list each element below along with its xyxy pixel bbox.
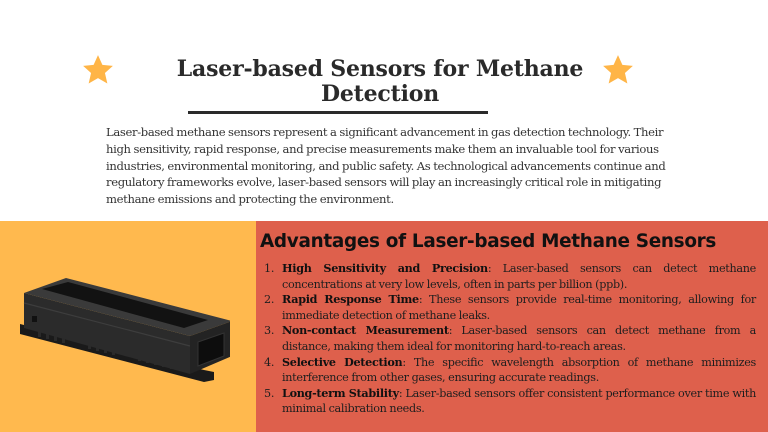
list-item	[264, 323, 756, 354]
list-item-text	[282, 292, 756, 323]
list-item-number: 4.	[264, 355, 275, 369]
advantages-list	[264, 261, 756, 417]
list-item-description: : Laser-based sensors can detect methane from a distance, making them ideal for monitoring hard-to-reach areas.	[282, 324, 756, 353]
list-item-heading: Non-contact Measurement	[282, 323, 449, 338]
list-item-text	[282, 261, 756, 292]
list-item-description: : Laser-based sensors offer consistent performance over time with minimal calibration needs.	[282, 386, 756, 416]
list-item-text	[282, 323, 756, 354]
list-item-text	[282, 355, 756, 386]
list-item-heading: Long-term Stability	[282, 385, 399, 400]
list-item-heading: High Sensitivity and Precision	[282, 261, 488, 275]
advantages-panel	[256, 221, 768, 432]
list-item	[264, 355, 756, 386]
list-item-description: : Laser-based sensors can detect methane concentrations at very low levels, often in parts per billion (ppb).	[282, 262, 756, 291]
list-item-heading: Selective Detection	[282, 354, 403, 369]
list-item-number: 5.	[264, 386, 275, 400]
list-item	[264, 292, 756, 323]
star-icon	[601, 53, 635, 87]
advantages-heading: Advantages of Laser-based Methane Sensors	[260, 231, 717, 252]
star-icon	[81, 53, 115, 87]
list-item-number: 3.	[264, 324, 275, 338]
list-item-heading: Rapid Response Time	[282, 292, 419, 307]
list-item	[264, 261, 756, 292]
list-item-number: 1.	[264, 262, 275, 275]
intro-paragraph: Laser-based methane sensors represent a significant advancement in gas detection technology. Their high sensitivity, rapid response, and precise measurements make them an invaluable tool for various industries, environmental monitoring, and public safety. As technological advancements continue and regulatory frameworks evolve, laser-based sensors will play an increasingly critical role in mitigating methane emissions and protecting the environment.	[106, 125, 666, 207]
title-underline-divider	[188, 111, 488, 114]
list-item-description: : The specific wavelength absorption of methane minimizes interference from other gases, ensuring accurate readings.	[282, 355, 757, 385]
list-item-text	[282, 386, 756, 417]
sensor-image-panel	[0, 221, 256, 432]
list-item	[264, 386, 756, 417]
list-item-description: : These sensors provide real-time monitoring, allowing for immediate detection of methane leaks.	[282, 293, 756, 322]
list-item-number: 2.	[264, 293, 275, 307]
page-title: Laser-based Sensors for Methane Detection	[176, 56, 584, 107]
laser-methane-sensor-module-image	[18, 276, 230, 386]
